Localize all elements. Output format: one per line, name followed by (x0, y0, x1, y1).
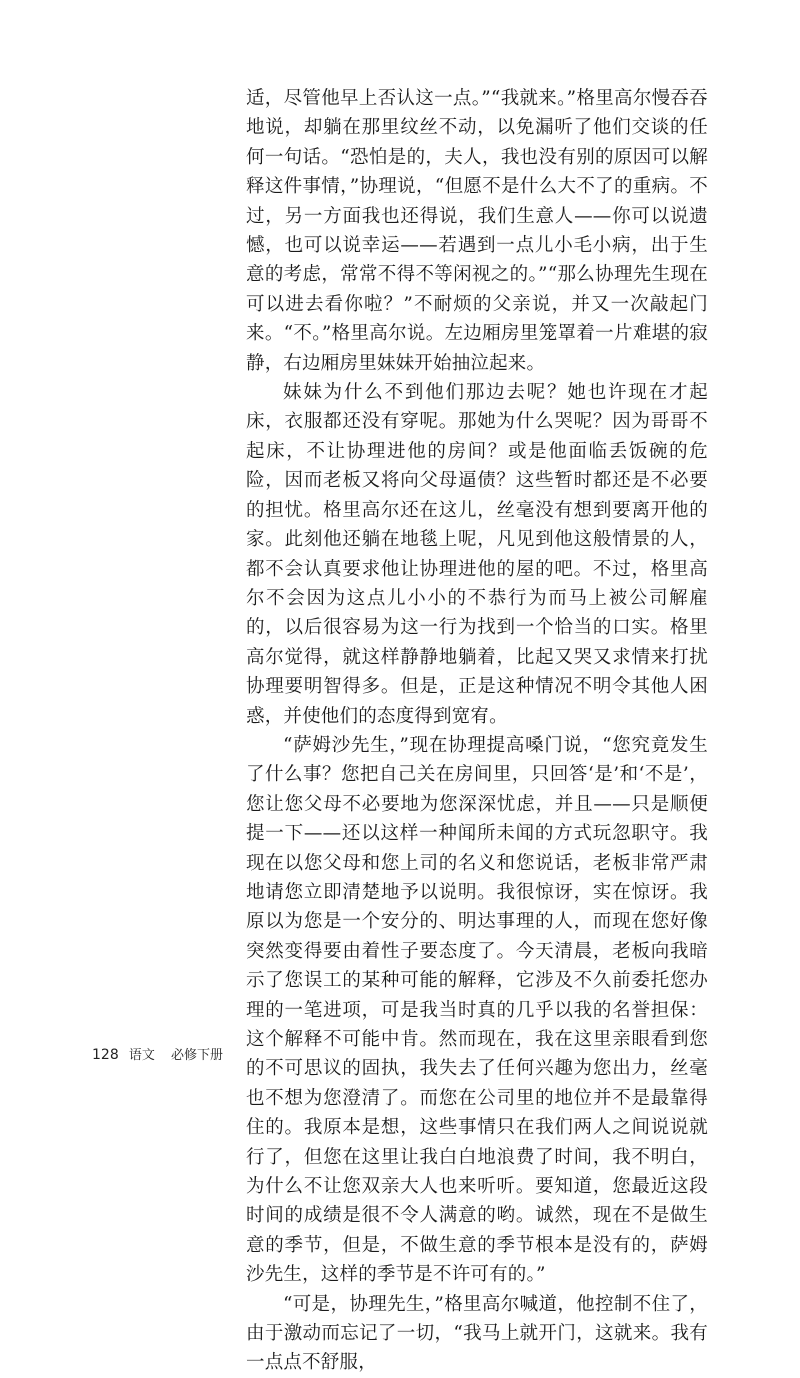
book-volume: 必修下册 (171, 1048, 224, 1063)
paragraph-1: 适，尽管他早上否认这一点。”“我就来。”格里高尔慢吞吞地说，却躺在那里纹丝不动，以免漏听了他们交谈的任何一句话。“恐怕是的，夫人，我也没有别的原因可以解释这件事情，”协理说，“但愿不是什么大不了的重病。不过，另一方面我也还得说，我们生意人——你可以说遗憾，也可以说幸运——若遇到一点儿小毛小病，出于生意的考虑，常常不得不等闲视之的。”“那么协理先生现在可以进去看你啦？”不耐烦的父亲说，并又一次敲起门来。“不。”格里高尔说。左边厢房里笼罩着一片难堪的寂静，右边厢房里妹妹开始抽泣起来。 (246, 88, 708, 374)
paragraph-4: “可是，协理先生，”格里高尔喊道，他控制不住了，由于激动而忘记了一切，“我马上就开门，这就来。我有一点点不舒服， (246, 1293, 708, 1374)
paragraph-3: “萨姆沙先生，”现在协理提高嗓门说，“您究竟发生了什么事？您把自己关在房间里，只回答‘是’和‘不是’，您让您父母不必要地为您深深忧虑，并且——只是顺便提一下——还以这样一种闻所未闻的方式玩忽职守。我现在以您父母和您上司的名义和您说话，老板非常严肃地请您立即清楚地予以说明。我很惊讶，实在惊讶。我原以为您是一个安分的、明达事理的人，而现在您好像突然变得要由着性子要态度了。今天清晨，老板向我暗示了您误工的某种可能的解释，它涉及不久前委托您办理的一笔进项，可是我当时真的几乎以我的名誉担保：这个解释不可能中肯。然而现在，我在这里亲眼看到您的不可思议的固执，我失去了任何兴趣为您出力，丝毫也不想为您澄清了。而您在公司里的地位并不是最靠得住的。我原本是想，这些事情只在我们两人之间说说就行了，但您在这里让我白白地浪费了时间，我不明白，为什么不让您双亲大人也来听听。要知道，您最近这段时间的成绩是很不令人满意的哟。诚然，现在不是做生意的季节，但是，不做生意的季节根本是没有的，萨姆沙先生，这样的季节是不许可有的。” (246, 734, 708, 1286)
page-footer (92, 1044, 223, 1063)
page-number: 128 (92, 1047, 119, 1063)
body-text (246, 84, 708, 1378)
book-subject: 语文 (128, 1048, 155, 1063)
paragraph-2: 妹妹为什么不到他们那边去呢？她也许现在才起床，衣服都还没有穿呢。那她为什么哭呢？因为哥哥不起床，不让协理进他的房间？或是他面临丢饭碗的危险，因而老板又将向父母逼债？这些暂时都还是不必要的担忧。格里高尔还在这儿，丝毫没有想到要离开他的家。此刻他还躺在地毯上呢，凡见到他这般情景的人，都不会认真要求他让协理进他的屋的吧。不过，格里高尔不会因为这点儿小小的不恭行为而马上被公司解雇的，以后很容易为这一行为找到一个恰当的口实。格里高尔觉得，就这样静静地躺着，比起又哭又求情来打扰协理要明智得多。但是，正是这种情况不明令其他人困惑，并使他们的态度得到宽宥。 (246, 382, 708, 727)
